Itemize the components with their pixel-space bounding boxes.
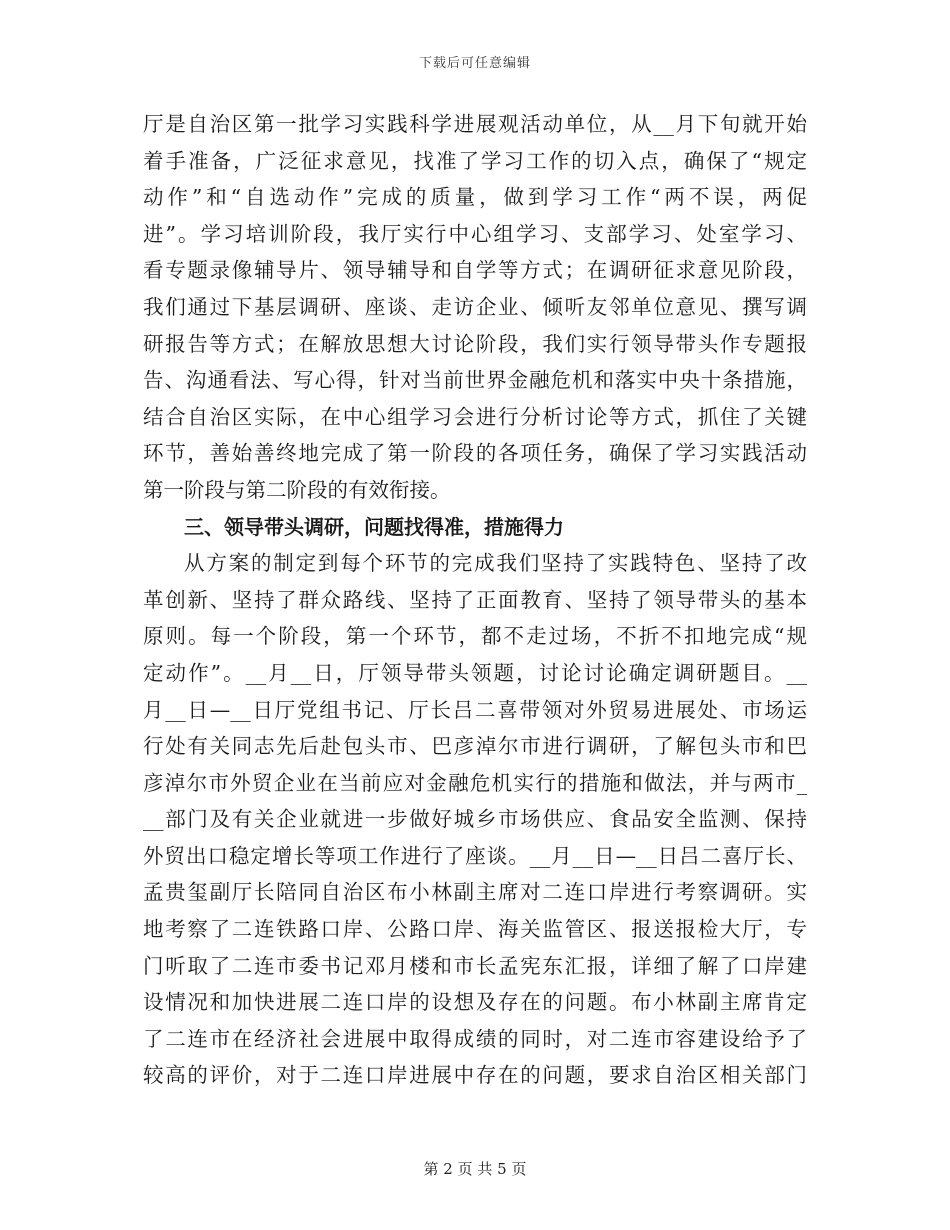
text-line: 着手准备，广泛征求意见，找准了学习工作的切入点，确保了“规定 bbox=[143, 148, 807, 173]
text-line: 孟贵玺副厅长陪同自治区布小林副主席对二连口岸进行考察调研。实 bbox=[143, 880, 807, 905]
text-line: 环节，善始善终地完成了第一阶段的各项任务，确保了学习实践活动 bbox=[143, 441, 807, 466]
text-line: 了二连市在经济社会进展中取得成绩的同时，对二连市容建设给予了 bbox=[143, 1026, 807, 1051]
text-line: 革创新、坚持了群众路线、坚持了正面教育、坚持了领导带头的基本 bbox=[143, 587, 807, 612]
text-line: 较高的评价，对于二连口岸进展中存在的问题，要求自治区相关部门 bbox=[143, 1063, 807, 1088]
text-line: 研报告等方式；在解放思想大讨论阶段，我们实行领导带头作专题报 bbox=[143, 331, 807, 356]
text-line: 厅是自治区第一批学习实践科学进展观活动单位，从__月下旬就开始 bbox=[143, 112, 807, 136]
text-line: 原则。每一个阶段，第一个环节，都不走过场，不折不扣地完成“规 bbox=[143, 624, 807, 649]
text-line: 进”。学习培训阶段，我厅实行中心组学习、支部学习、处室学习、 bbox=[143, 221, 807, 246]
document-body bbox=[143, 106, 807, 1094]
section-heading: 三、领导带头调研，问题找得准，措施得力 bbox=[184, 514, 564, 539]
text-line: 行处有关同志先后赴包头市、巴彦淖尔市进行调研，了解包头市和巴 bbox=[143, 734, 807, 759]
text-line: 动作”和“自选动作”完成的质量，做到学习工作“两不误，两促 bbox=[143, 185, 807, 210]
text-line: 从方案的制定到每个环节的完成我们坚持了实践特色、坚持了改 bbox=[184, 551, 807, 576]
text-line: 门听取了二连市委书记邓月楼和市长孟宪东汇报，详细了解了口岸建 bbox=[143, 953, 807, 978]
text-line: 告、沟通看法、写心得，针对当前世界金融危机和落实中央十条措施， bbox=[143, 368, 807, 393]
text-line: 月__日—__日厅党组书记、厅长吕二喜带领对外贸易进展处、市场运 bbox=[143, 697, 807, 722]
text-line: 地考察了二连铁路口岸、公路口岸、海关监管区、报送报检大厅，专 bbox=[143, 917, 807, 942]
text-line: 看专题录像辅导片、领导辅导和自学等方式；在调研征求意见阶段， bbox=[143, 258, 807, 283]
text-line: 第一阶段与第二阶段的有效衔接。 bbox=[143, 477, 451, 502]
text-line: 外贸出口稳定增长等项工作进行了座谈。__月__日—__日吕二喜厅长、 bbox=[143, 843, 807, 868]
text-line: 设情况和加快进展二连口岸的设想及存在的问题。布小林副主席肯定 bbox=[143, 990, 807, 1015]
page-number-footer: 第 2 页 共 5 页 bbox=[423, 1160, 527, 1178]
text-line: 结合自治区实际，在中心组学习会进行分析讨论等方式，抓住了关键 bbox=[143, 404, 807, 429]
text-line: __部门及有关企业就进一步做好城乡市场供应、食品安全监测、保持 bbox=[143, 807, 807, 832]
text-line: 定动作”。__月__日，厅领导带头领题，讨论讨论确定调研题目。__ bbox=[143, 660, 807, 685]
page-header: 下载后可任意编辑 bbox=[418, 56, 531, 71]
text-line: 我们通过下基层调研、座谈、走访企业、倾听友邻单位意见、撰写调 bbox=[143, 294, 807, 319]
text-line: 彦淖尔市外贸企业在当前应对金融危机实行的措施和做法，并与两市_ bbox=[143, 770, 807, 795]
